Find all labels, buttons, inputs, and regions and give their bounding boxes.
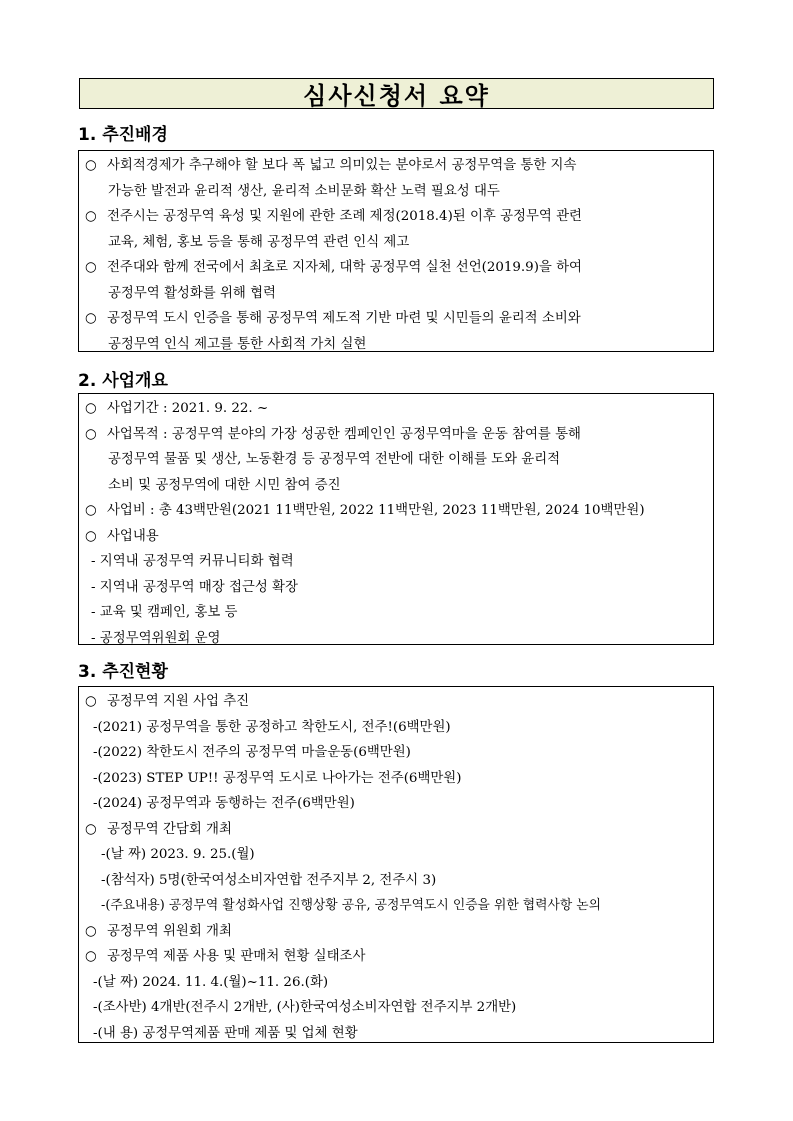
list-item: ○ 사업내용: [85, 528, 159, 544]
sub-item: -(주요내용) 공정무역 활성화사업 진행상황 공유, 공정무역도시 인증을 위한 협력사항 논의: [101, 898, 602, 913]
section-box-background: [78, 150, 714, 352]
list-item: ○ 공정무역 지원 사업 추진: [85, 694, 250, 709]
section-heading-progress: 3. 추진현황: [78, 662, 168, 682]
list-item: ○ 사업기간 : 2021. 9. 22. ~: [85, 401, 269, 416]
list-item: ○ 전주대와 함께 전국에서 최초로 지자체, 대학 공정무역 실천 선언(2019.9)을 하여: [85, 260, 582, 275]
list-item: ○ 공정무역 위원회 개최: [85, 923, 232, 939]
sub-item: -(조사반) 4개반(전주시 2개반, (사)한국여성소비자연합 전주지부 2개반): [93, 1000, 517, 1015]
list-item: ○ 공정무역 제품 사용 및 판매처 현황 실태조사: [85, 949, 366, 964]
sub-item: -(2024) 공정무역과 동행하는 전주(6백만원): [93, 796, 355, 811]
list-item: ○ 공정무역 간담회 개최: [85, 821, 232, 837]
list-item: ○ 사업목적 : 공정무역 분야의 가장 성공한 켐페인인 공정무역마을 운동 참여를 통해: [85, 426, 581, 442]
sub-item: -(내 용) 공정무역제품 판매 제품 및 업체 현황: [93, 1025, 358, 1041]
list-item: ○ 전주시는 공정무역 육성 및 지원에 관한 조례 제정(2018.4)된 이후 공정무역 관련: [85, 209, 582, 224]
sub-item: - 지역내 공정무역 매장 접근성 확장: [91, 579, 298, 595]
list-item-continuation: 소비 및 공정무역에 대한 시민 참여 증진: [108, 477, 341, 493]
sub-item: - 교육 및 캠페인, 홍보 등: [91, 605, 238, 620]
section-heading-overview: 2. 사업개요: [78, 371, 168, 391]
list-item: ○ 사회적경제가 추구해야 할 보다 폭 넓고 의미있는 분야로서 공정무역을 통한 지속: [85, 158, 577, 173]
list-item: ○ 사업비 : 총 43백만원(2021 11백만원, 2022 11백만원, 2023 11백만원, 2024 10백만원): [85, 503, 645, 518]
sub-item: -(2021) 공정무역을 통한 공정하고 착한도시, 전주!(6백만원): [93, 719, 451, 735]
section-box-overview: [78, 393, 714, 645]
sub-item: - 지역내 공정무역 커뮤니티화 협력: [91, 554, 294, 569]
sub-item: - 공정무역위원회 운영: [91, 630, 221, 646]
list-item-continuation: 교육, 체험, 홍보 등을 통해 공정무역 관련 인식 제고: [108, 234, 410, 250]
list-item-continuation: 가능한 발전과 윤리적 생산, 윤리적 소비문화 확산 노력 필요성 대두: [108, 183, 500, 199]
list-item: ○ 공정무역 도시 인증을 통해 공정무역 제도적 기반 마련 및 시민들의 윤리적 소비와: [85, 311, 581, 326]
list-item-continuation: 공정무역 물품 및 생산, 노동환경 등 공정무역 전반에 대한 이해를 도와 윤리적: [108, 452, 561, 467]
sub-item: -(2023) STEP UP!! 공정무역 도시로 나아가는 전주(6백만원): [93, 770, 462, 786]
sub-item: -(참석자) 5명(한국여성소비자연합 전주지부 2, 전주시 3): [101, 872, 437, 888]
list-item-continuation: 공정무역 인식 제고를 통한 사회적 가치 실현: [108, 336, 367, 352]
section-heading-background: 1. 추진배경: [78, 125, 168, 145]
sub-item: -(날 짜) 2023. 9. 25.(월): [101, 847, 255, 862]
document-title-box: [79, 78, 714, 109]
section-box-progress: [78, 686, 714, 1043]
sub-item: -(날 짜) 2024. 11. 4.(월)~11. 26.(화): [93, 974, 329, 990]
sub-item: -(2022) 착한도시 전주의 공정무역 마을운동(6백만원): [93, 745, 411, 760]
document-title: 심사신청서 요약: [303, 82, 490, 110]
list-item-continuation: 공정무역 활성화를 위해 협력: [108, 285, 276, 301]
